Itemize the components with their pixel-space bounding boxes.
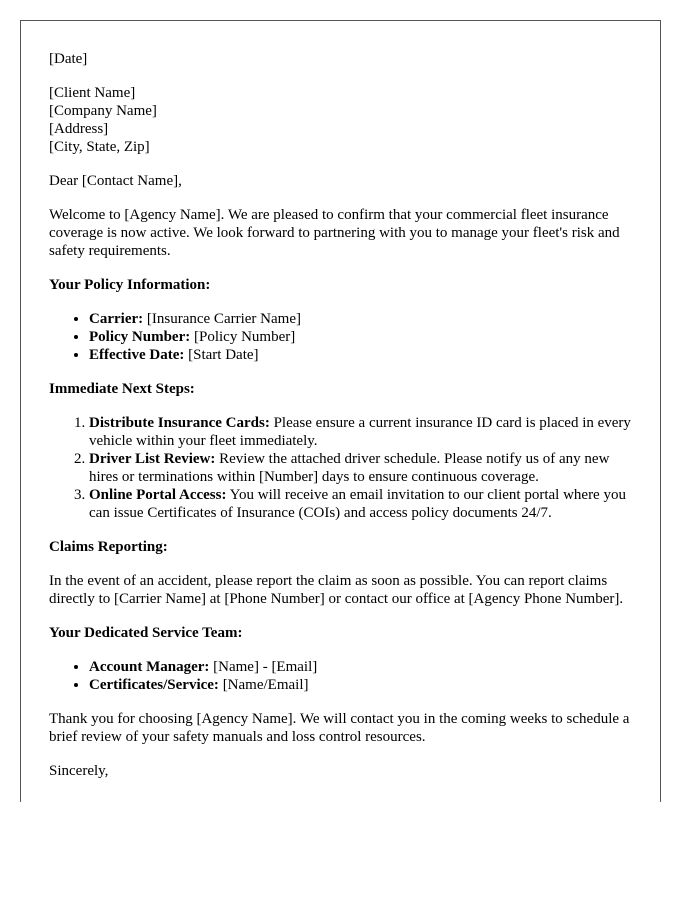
item-value: [Policy Number] [190,329,296,345]
item-value: [Start Date] [184,347,259,363]
item-label: Carrier: [89,311,144,327]
item-label: Policy Number: [89,329,191,345]
item-text: You will receive an email invitation to our client portal where you can issue Certificates of Insurance (COIs) and access policy documents 24/7. [89,487,626,521]
item-label: Certificates/Service: [89,677,219,693]
item-value: [Insurance Carrier Name] [143,311,301,327]
list-item [89,658,634,676]
intro-paragraph: Welcome to [Agency Name]. We are pleased to confirm that your commercial fleet insurance coverage is now active. We look forward to partnering with you to manage your fleet's risk and safety requirements. [49,207,620,259]
closing-paragraph: Thank you for choosing [Agency Name]. We will contact you in the coming weeks to schedule a brief review of your safety manuals and loss control resources. [49,711,630,745]
item-label: Distribute Insurance Cards: [89,415,270,431]
item-value: [Name/Email] [218,677,309,693]
service-team-list [49,658,634,694]
item-label: Driver List Review: [89,451,216,467]
claims-heading: Claims Reporting: [49,539,168,555]
list-item [89,328,634,346]
letter-content [49,50,634,796]
recipient-address [49,84,634,156]
claims-paragraph: In the event of an accident, please report the claim as soon as possible. You can report claims directly to [Carrier Name] at [Phone Number] or contact our office at [Agency Phone Number]. [49,573,624,607]
address-line: [Client Name] [49,85,136,101]
service-team-heading: Your Dedicated Service Team: [49,625,243,641]
address-line: [City, State, Zip] [49,139,150,155]
policy-list [49,310,634,364]
address-line: [Address] [49,121,109,137]
item-text: Review the attached driver schedule. Please notify us of any new hires or terminations within [Number] days to ensure continuous coverage. [89,451,610,485]
list-item [89,310,634,328]
list-item [89,486,634,522]
item-label: Account Manager: [89,659,210,675]
list-item [89,450,634,486]
item-label: Effective Date: [89,347,185,363]
signoff: Sincerely, [49,763,109,779]
salutation: Dear [Contact Name], [49,173,182,189]
list-item [89,414,634,450]
list-item [89,676,634,694]
next-steps-heading: Immediate Next Steps: [49,381,195,397]
letter-date: [Date] [49,51,88,67]
address-line: [Company Name] [49,103,157,119]
letter-page [20,20,661,802]
list-item [89,346,634,364]
item-value: [Name] - [Email] [209,659,318,675]
next-steps-list [49,414,634,522]
item-text: Please ensure a current insurance ID card is placed in every vehicle within your fleet immediately. [89,415,631,449]
item-label: Online Portal Access: [89,487,227,503]
policy-heading: Your Policy Information: [49,277,211,293]
